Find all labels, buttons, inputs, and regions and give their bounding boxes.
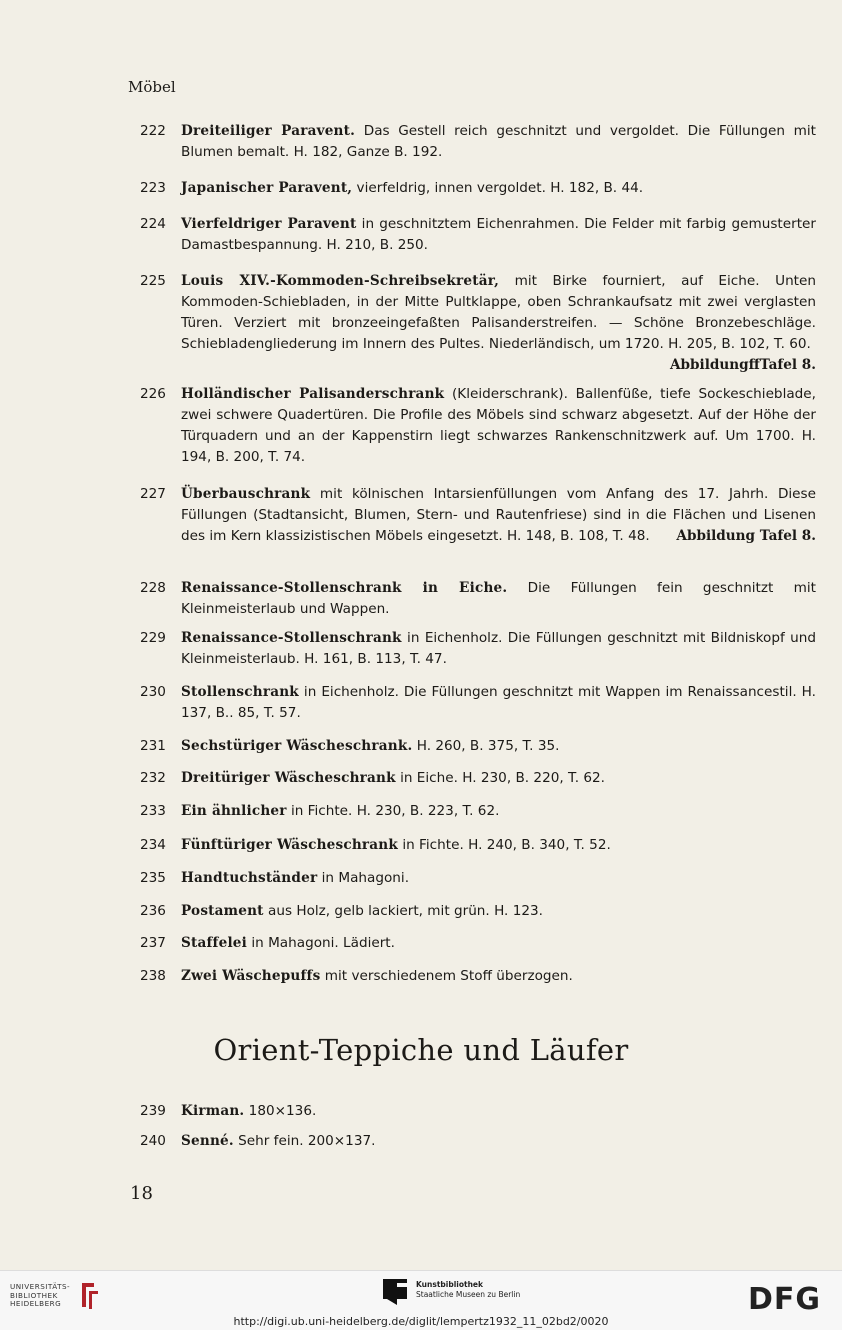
catalog-entry-230 xyxy=(130,682,816,724)
entry-body: in geschnitztem Eichenrahmen. Die Felder mit farbig gemusterter Damastbespannung. H. 210, B. 250. xyxy=(181,216,816,253)
entry-title: Sechstüriger Wäscheschrank. xyxy=(181,738,413,754)
running-header: Möbel xyxy=(128,78,176,96)
illustration-reference: Abbildung Tafel 8. xyxy=(676,528,816,544)
entry-number: 231 xyxy=(140,738,166,754)
catalog-entry-222 xyxy=(130,121,816,163)
catalog-entry-240 xyxy=(130,1131,816,1152)
entry-number: 233 xyxy=(140,803,166,819)
entry-body: in Mahagoni. xyxy=(317,870,410,886)
entry-title: Senné. xyxy=(181,1133,234,1149)
entry-body: Sehr fein. 200×137. xyxy=(233,1133,376,1149)
entry-body: vierfeldrig, innen vergoldet. H. 182, B. 44. xyxy=(352,180,644,196)
entry-body: Die Füllungen fein geschnitzt mit Kleinmeisterlaub und Wappen. xyxy=(181,580,816,617)
entry-body: (Kleiderschrank). Ballenfüße, tiefe Sockeschieblade, zwei schwere Quadertüren. Die Profile des Möbels sind schwarz abgesetzt. Auf der Höhe der Türquadern und an der Kappenstirn liegt schwarzes Rankenschnitzwerk auf. Um 1700. H. 194, B. 200, T. 74. xyxy=(181,386,816,465)
entry-title: Handtuchständer xyxy=(181,870,318,886)
viewer-footer xyxy=(0,1270,842,1330)
entry-number: 227 xyxy=(140,486,166,502)
entry-title: Stollenschrank xyxy=(181,684,299,700)
catalog-entry-226 xyxy=(130,384,816,468)
entry-number: 234 xyxy=(140,837,166,853)
entry-body: in Eichenholz. Die Füllungen geschnitzt mit Wappen im Renaissancestil. H. 137, B.. 85, T. 57. xyxy=(181,684,816,721)
entry-title: Fünftüriger Wäscheschrank xyxy=(181,837,399,853)
kb-name: Kunstbibliothek xyxy=(416,1280,484,1289)
entry-body: in Eichenholz. Die Füllungen geschnitzt mit Bildniskopf und Kleinmeisterlaub. H. 161, B. 113, T. 47. xyxy=(181,630,816,667)
catalog-entry-227 xyxy=(130,484,816,547)
entry-title: Postament xyxy=(181,903,264,919)
university-emblem-icon xyxy=(78,1279,100,1311)
entry-body: H. 260, B. 375, T. 35. xyxy=(412,738,560,754)
kb-subtitle: Staatliche Museen zu Berlin xyxy=(416,1290,521,1299)
page-number: 18 xyxy=(130,1183,153,1204)
entry-number: 240 xyxy=(140,1133,166,1149)
entry-title: Renaissance-Stollenschrank in Eiche. xyxy=(181,580,508,596)
entry-number: 226 xyxy=(140,386,166,402)
entry-number: 239 xyxy=(140,1103,166,1119)
entry-title: Louis XIV.-Kommoden-Schreibsekretär, xyxy=(181,273,500,289)
entry-body: mit verschiedenem Stoff überzogen. xyxy=(320,968,573,984)
catalog-entry-223 xyxy=(130,178,816,199)
entry-title: Ein ähnlicher xyxy=(181,803,287,819)
entry-title: Vierfeldriger Paravent xyxy=(181,216,357,232)
entry-title: Dreiteiliger Paravent. xyxy=(181,123,356,139)
catalog-entry-237 xyxy=(130,933,816,954)
logo-line: HEIDELBERG xyxy=(10,1299,62,1308)
catalog-entry-229 xyxy=(130,628,816,670)
entry-number: 223 xyxy=(140,180,166,196)
kunstbibliothek-credit[interactable] xyxy=(416,1280,520,1300)
entry-body: mit kölnischen Intarsienfüllungen vom Anfang des 17. Jahrh. Diese Füllungen (Stadtansicht, Blumen, Stern- und Rautenfriese) sind in die Flächen und Lisenen des im Kern klassizistischen Möbels eingesetzt. H. 148, B. 108, T. 48. xyxy=(181,486,816,544)
logo-line: BIBLIOTHEK xyxy=(10,1290,58,1300)
entry-number: 224 xyxy=(140,216,166,232)
catalog-entry-225 xyxy=(130,271,816,376)
entry-body: in Eiche. H. 230, B. 220, T. 62. xyxy=(395,770,605,786)
catalog-entry-234 xyxy=(130,835,816,856)
catalog-entry-224 xyxy=(130,214,816,256)
entry-body: 180×136. xyxy=(244,1103,317,1119)
dfg-logo[interactable]: DFG xyxy=(748,1282,822,1317)
catalog-entry-235 xyxy=(130,868,816,889)
entry-number: 238 xyxy=(140,968,166,984)
logo-line: UNIVERSITÄTS- xyxy=(10,1282,71,1291)
entry-number: 237 xyxy=(140,935,166,951)
entry-title: Überbauschrank xyxy=(181,486,311,502)
entry-body: Das Gestell reich geschnitzt und vergoldet. Die Füllungen mit Blumen bemalt. H. 182, Ganze B. 192. xyxy=(181,123,817,160)
entry-body: in Fichte. H. 240, B. 340, T. 52. xyxy=(398,837,611,853)
illustration-reference: AbbildungffTafel 8. xyxy=(669,357,816,373)
entry-title: Staffelei xyxy=(181,935,248,951)
entry-title: Renaissance-Stollenschrank xyxy=(181,630,402,646)
entry-body: aus Holz, gelb lackiert, mit grün. H. 123. xyxy=(263,903,543,919)
entry-title: Holländischer Palisanderschrank xyxy=(181,386,445,402)
entry-number: 235 xyxy=(140,870,166,886)
catalog-entry-233 xyxy=(130,801,816,822)
university-library-logo[interactable] xyxy=(10,1283,70,1309)
catalog-entry-228 xyxy=(130,578,816,620)
entry-body: mit Birke fourniert, auf Eiche. Unten Kommoden-Schiebladen, in der Mitte Pultklappe, oben Schrankaufsatz mit zwei verglasten Türen. Verziert mit bronzeeingefaßten Palisanderstreifen. — Schöne Bronzebeschläge. Schiebladengliederung im Innern des Pultes. Niederländisch, um 1720. H. 205, B. 102, T. 60. xyxy=(181,273,816,352)
entry-title: Kirman. xyxy=(181,1103,245,1119)
entry-body: in Fichte. H. 230, B. 223, T. 62. xyxy=(286,803,500,819)
entry-title: Zwei Wäschepuffs xyxy=(181,968,321,984)
entry-number: 222 xyxy=(140,123,166,139)
catalog-entry-238 xyxy=(130,966,816,987)
entry-number: 230 xyxy=(140,684,166,700)
entry-title: Dreitüriger Wäscheschrank xyxy=(181,770,396,786)
permalink-url[interactable]: http://digi.ub.uni-heidelberg.de/diglit/lempertz1932_11_02bd2/0020 xyxy=(233,1315,609,1328)
kunstbibliothek-logo-icon xyxy=(383,1279,407,1305)
entry-number: 225 xyxy=(140,273,166,289)
catalog-entry-239 xyxy=(130,1101,816,1122)
entry-number: 232 xyxy=(140,770,166,786)
section-heading: Orient-Teppiche und Läufer xyxy=(213,1033,629,1067)
entry-number: 229 xyxy=(140,630,166,646)
entry-title: Japanischer Paravent, xyxy=(181,180,353,196)
entry-number: 236 xyxy=(140,903,166,919)
entry-number: 228 xyxy=(140,580,166,596)
catalog-entry-236 xyxy=(130,901,816,922)
catalog-entry-231 xyxy=(130,736,816,757)
catalog-entry-232 xyxy=(130,768,816,789)
entry-body: in Mahagoni. Lädiert. xyxy=(247,935,395,951)
